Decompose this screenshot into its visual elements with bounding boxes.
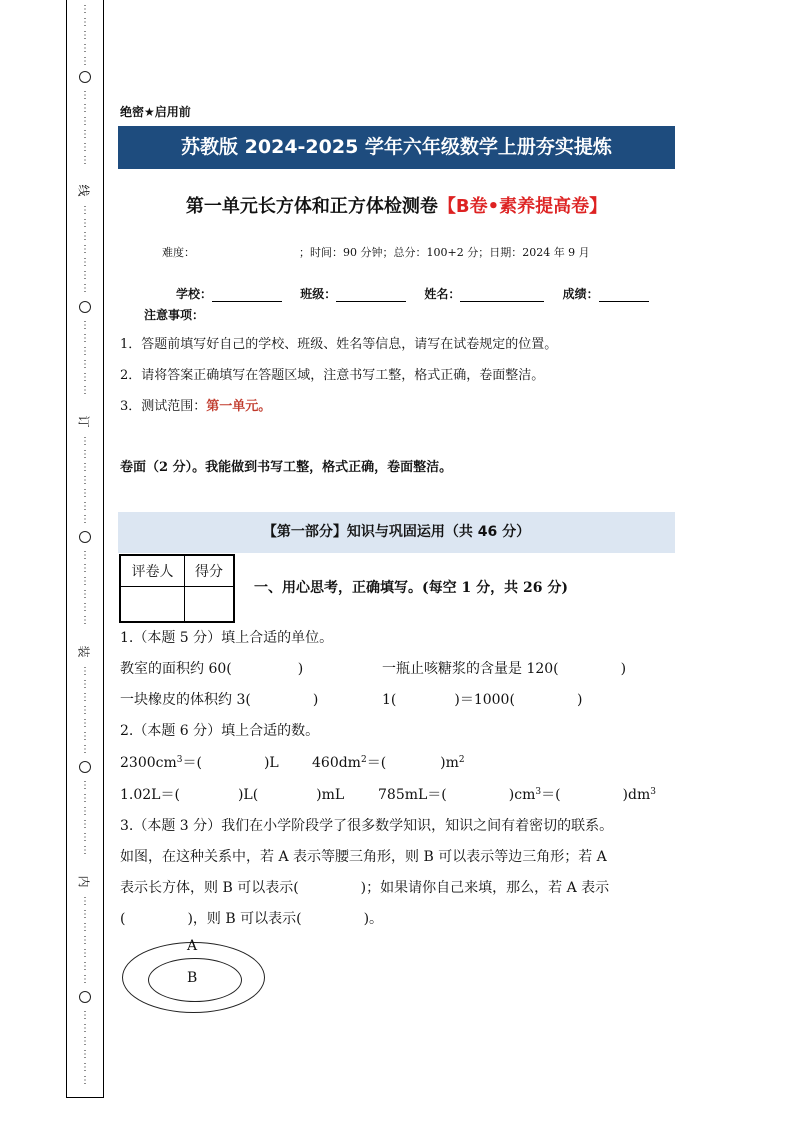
binding-dots: ⋮ ⋮ ⋮ ⋮ ⋮ ⋮ ⋮ [80, 666, 90, 755]
subtitle-main: 第一单元长方体和正方体检测卷 [185, 196, 438, 217]
name-label: 姓名： [424, 287, 461, 301]
notice-item: 1．答题前填写好自己的学校、班级、姓名等信息，请写在试卷规定的位置。 [120, 337, 558, 352]
question-2c [120, 784, 344, 804]
class-field[interactable] [336, 289, 406, 302]
name-field[interactable] [460, 289, 544, 302]
q1c-text: 一块橡皮的体积约 3( [120, 692, 251, 708]
question-1b [382, 658, 626, 678]
score-field[interactable] [599, 289, 649, 302]
q1c-end: ) [312, 692, 319, 708]
q1a-end: ) [297, 661, 304, 677]
binding-dots: ⋮ ⋮ ⋮ ⋮ ⋮ ⋮ [80, 320, 90, 396]
binding-dots: ⋮ ⋮ ⋮ ⋮ ⋮ [80, 4, 90, 67]
question-2-title: 2.（本题 6 分）填上合适的数。 [120, 723, 320, 739]
label-a: A [187, 938, 198, 954]
question-2b [312, 752, 465, 772]
q2b-unit: )m [440, 755, 459, 771]
q3-text: 表示长方体，则 B 可以表示( [120, 880, 299, 896]
part-one-header: 【第一部分】知识与巩固运用（共 46 分） [118, 512, 675, 553]
binding-circle-icon [79, 761, 91, 773]
grader-table [119, 554, 235, 623]
q1d-mid: )＝1000( [454, 692, 515, 708]
binding-dots: ⋮ ⋮ ⋮ ⋮ ⋮ ⋮ [80, 1010, 90, 1086]
binding-char-zhuang: 装 [76, 645, 91, 658]
superscript: 3 [176, 755, 183, 765]
binding-dots: ⋮ ⋮ ⋮ ⋮ ⋮ ⋮ [80, 780, 90, 856]
q3-text: )，则 B 可以表示( [187, 911, 302, 927]
binding-dots: ⋮ ⋮ ⋮ ⋮ ⋮ ⋮ [80, 550, 90, 626]
school-field[interactable] [212, 289, 282, 302]
question-3-line4 [120, 908, 383, 928]
binding-char-line: 线 [76, 184, 91, 197]
q2a-unit: )L [263, 755, 279, 771]
q3-text: ( [120, 911, 126, 927]
binding-char-ding: 订 [76, 415, 91, 428]
class-label: 班级： [300, 287, 337, 301]
superscript: 3 [650, 787, 656, 797]
q1a-text: 教室的面积约 60( [120, 661, 232, 677]
superscript: 2 [360, 755, 367, 765]
grader-header: 评卷人 [120, 555, 185, 587]
question-2d [378, 784, 656, 804]
binding-circle-icon [79, 301, 91, 313]
binding-dots: ⋮ ⋮ ⋮ ⋮ ⋮ ⋮ ⋮ [80, 896, 90, 985]
question-1a [120, 658, 303, 678]
notice-title: 注意事项： [144, 308, 205, 322]
binding-margin [66, 0, 104, 1098]
q1d-end: ) [576, 692, 583, 708]
score-label: 成绩： [562, 287, 599, 301]
score-header: 得分 [185, 555, 235, 587]
binding-dots: ⋮ ⋮ ⋮ ⋮ ⋮ ⋮ ⋮ [80, 436, 90, 525]
binding-dots: ⋮ ⋮ ⋮ ⋮ ⋮ ⋮ ⋮ [80, 205, 90, 294]
exam-subtitle [118, 192, 675, 218]
superscript: 2 [458, 755, 465, 765]
neatness-note: 卷面（2 分）。我能做到书写工整，格式正确，卷面整洁。 [120, 460, 453, 475]
notice-range-value: 第一单元。 [206, 399, 272, 414]
q2c-unit: )mL [316, 787, 345, 803]
q2c-mid: )L( [237, 787, 259, 803]
q1b-end: ) [620, 661, 627, 677]
binding-circle-icon [79, 531, 91, 543]
question-1d [382, 689, 582, 709]
grader-cell[interactable] [120, 587, 185, 623]
q2c-text: 1.02L＝( [120, 787, 180, 803]
q2d-text: 785mL＝( [378, 787, 447, 803]
q3-text: )。 [363, 911, 384, 927]
question-3-line3 [120, 877, 609, 897]
subtitle-tag: 【B卷•素养提高卷】 [437, 196, 608, 217]
exam-banner-title: 苏教版 2024-2025 学年六年级数学上册夯实提炼 [118, 126, 675, 169]
notice-item: 2．请将答案正确填写在答题区域，注意书写工整，格式正确，卷面整洁。 [120, 368, 545, 383]
binding-char-nei: 内 [76, 875, 91, 888]
q2b-eq: ＝( [366, 755, 387, 771]
exam-info: ；时间：90 分钟；总分：100+2 分；日期：2024 年 9 月 [299, 246, 590, 259]
question-3-line2: 如图，在这种关系中，若 A 表示等腰三角形，则 B 可以表示等边三角形；若 A [120, 849, 607, 865]
q3-text: )；如果请你自己来填，那么，若 A 表示 [360, 880, 610, 896]
difficulty-label: 难度： [162, 246, 195, 259]
section-one-title: 一、用心思考，正确填写。(每空 1 分，共 26 分) [254, 580, 568, 596]
question-1c [120, 689, 318, 709]
school-label: 学校： [176, 287, 213, 301]
q1d-text: 1( [382, 692, 397, 708]
q2a-eq: ＝( [182, 755, 202, 771]
q2d-unit2: )dm [622, 787, 651, 803]
confidential-label: 绝密★启用前 [120, 105, 191, 119]
question-2a [120, 752, 279, 772]
binding-circle-icon [79, 991, 91, 1003]
notice-range-label: 3．测试范围： [120, 399, 207, 414]
superscript: 3 [535, 787, 542, 797]
q2d-unit1: )cm [508, 787, 536, 803]
q2d-eq: ＝( [541, 787, 561, 803]
notice-item [120, 395, 271, 414]
label-b: B [187, 970, 198, 986]
binding-circle-icon [79, 71, 91, 83]
q2b-text: 460dm [312, 755, 361, 771]
q2a-text: 2300cm [120, 755, 177, 771]
question-1-title: 1.（本题 5 分）填上合适的单位。 [120, 630, 334, 646]
question-3-line1: 3.（本题 3 分）我们在小学阶段学了很多数学知识，知识之间有着密切的联系。 [120, 818, 614, 834]
binding-dots: ⋮ ⋮ ⋮ ⋮ ⋮ ⋮ [80, 90, 90, 166]
exam-meta [162, 244, 590, 260]
score-cell[interactable] [185, 587, 235, 623]
q1b-text: 一瓶止咳糖浆的含量是 120( [382, 661, 559, 677]
student-info-row [176, 285, 649, 302]
